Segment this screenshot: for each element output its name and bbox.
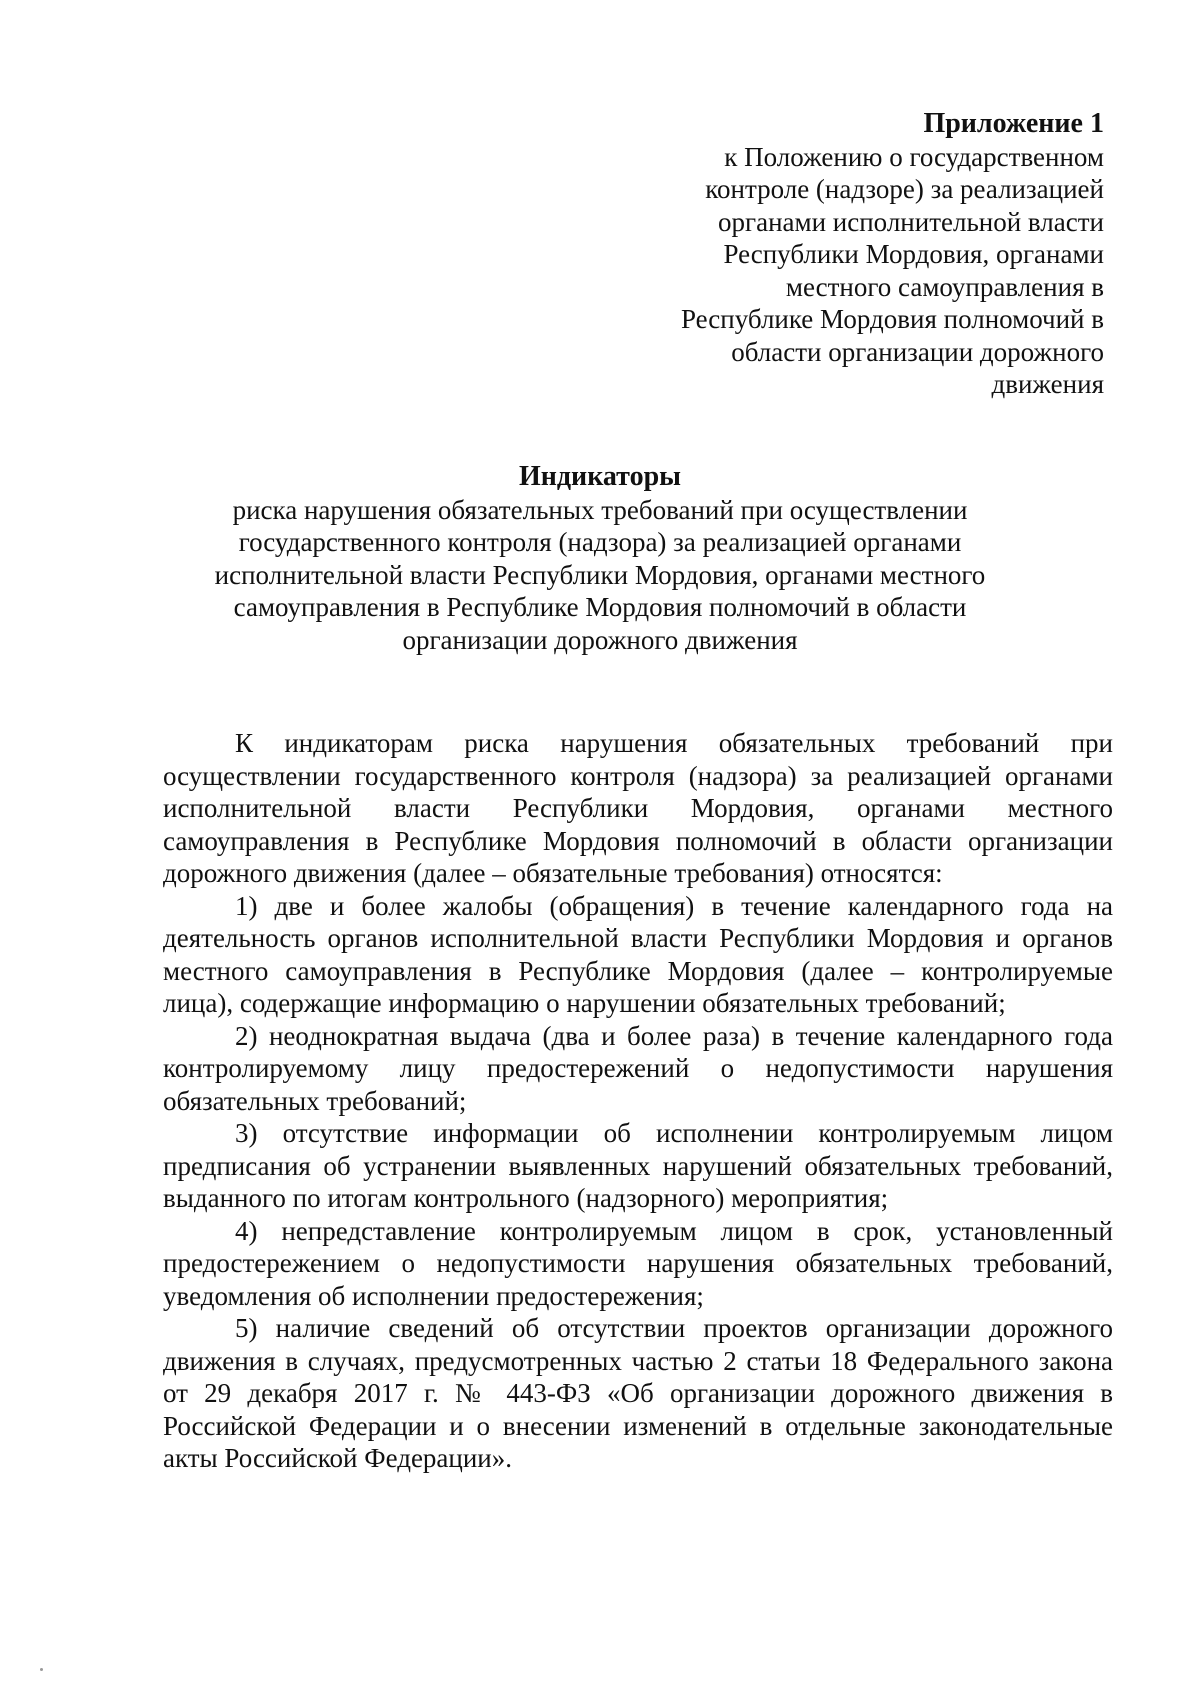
appendix-line: органами исполнительной власти: [718, 206, 1104, 237]
body-paragraph-item-4: 4) непредставление контролируемым лицом в срок, установленный предостережением о недопустимости нарушения обязательных требований, уведомления об исполнении предостережения;: [163, 1215, 1113, 1311]
document-body: [163, 727, 1113, 1475]
appendix-line: Республики Мордовия, органами: [723, 239, 1104, 269]
appendix-line: движения: [991, 369, 1104, 399]
document-title: [150, 461, 1050, 656]
title-line: исполнительной власти Республики Мордовия, органами местного: [214, 559, 986, 590]
appendix-line: к Положению о государственном: [724, 141, 1104, 172]
body-paragraph-item-2: 2) неоднократная выдача (два и более раза) в течение календарного года контролируемому лицу предостережений о недопустимости нарушения обязательных требований;: [163, 1020, 1113, 1116]
body-paragraph-item-5: 5) наличие сведений об отсутствии проектов организации дорожного движения в случаях, предусмотренных частью 2 статьи 18 Федерального закона от 29 декабря 2017 г. № 443-ФЗ «Об организации дорожного движения в Российской Федерации и о внесении изменений в отдельные законодательные акты Российской Федерации».: [163, 1313, 1113, 1473]
title-line: государственного контроля (надзора) за реализацией органами: [238, 527, 962, 557]
title-line: риска нарушения обязательных требований при осуществлении: [232, 494, 968, 525]
scan-speck: [40, 1668, 43, 1671]
appendix-block: [584, 108, 1104, 401]
title-heading: Индикаторы: [518, 461, 681, 492]
title-line: организации дорожного движения: [402, 624, 798, 655]
body-paragraph-intro: К индикаторам риска нарушения обязательных требований при осуществлении государственного контроля (надзора) за реализацией органами исполнительной власти Республики Мордовия, органами местного самоуправления в Республике Мордовия полномочий в области организации дорожного движения (далее – обязательные требования) относятся:: [163, 728, 1113, 888]
appendix-line: контроле (надзоре) за реализацией: [705, 174, 1104, 204]
appendix-label: Приложение 1: [923, 108, 1104, 139]
title-line: самоуправления в Республике Мордовия полномочий в области: [233, 592, 967, 622]
body-paragraph-item-1: 1) две и более жалобы (обращения) в течение календарного года на деятельность органов исполнительной власти Республики Мордовия и органов местного самоуправления в Республике Мордовия (далее – контролируемые лица), содержащие информацию о нарушении обязательных требований;: [163, 890, 1113, 1018]
appendix-line: области организации дорожного: [731, 336, 1104, 367]
appendix-line: Республике Мордовия полномочий в: [680, 304, 1104, 334]
body-paragraph-item-3: 3) отсутствие информации об исполнении контролируемым лицом предписания об устранении выявленных нарушений обязательных требований, выданного по итогам контрольного (надзорного) мероприятия;: [163, 1118, 1113, 1213]
appendix-line: местного самоуправления в: [785, 271, 1104, 302]
